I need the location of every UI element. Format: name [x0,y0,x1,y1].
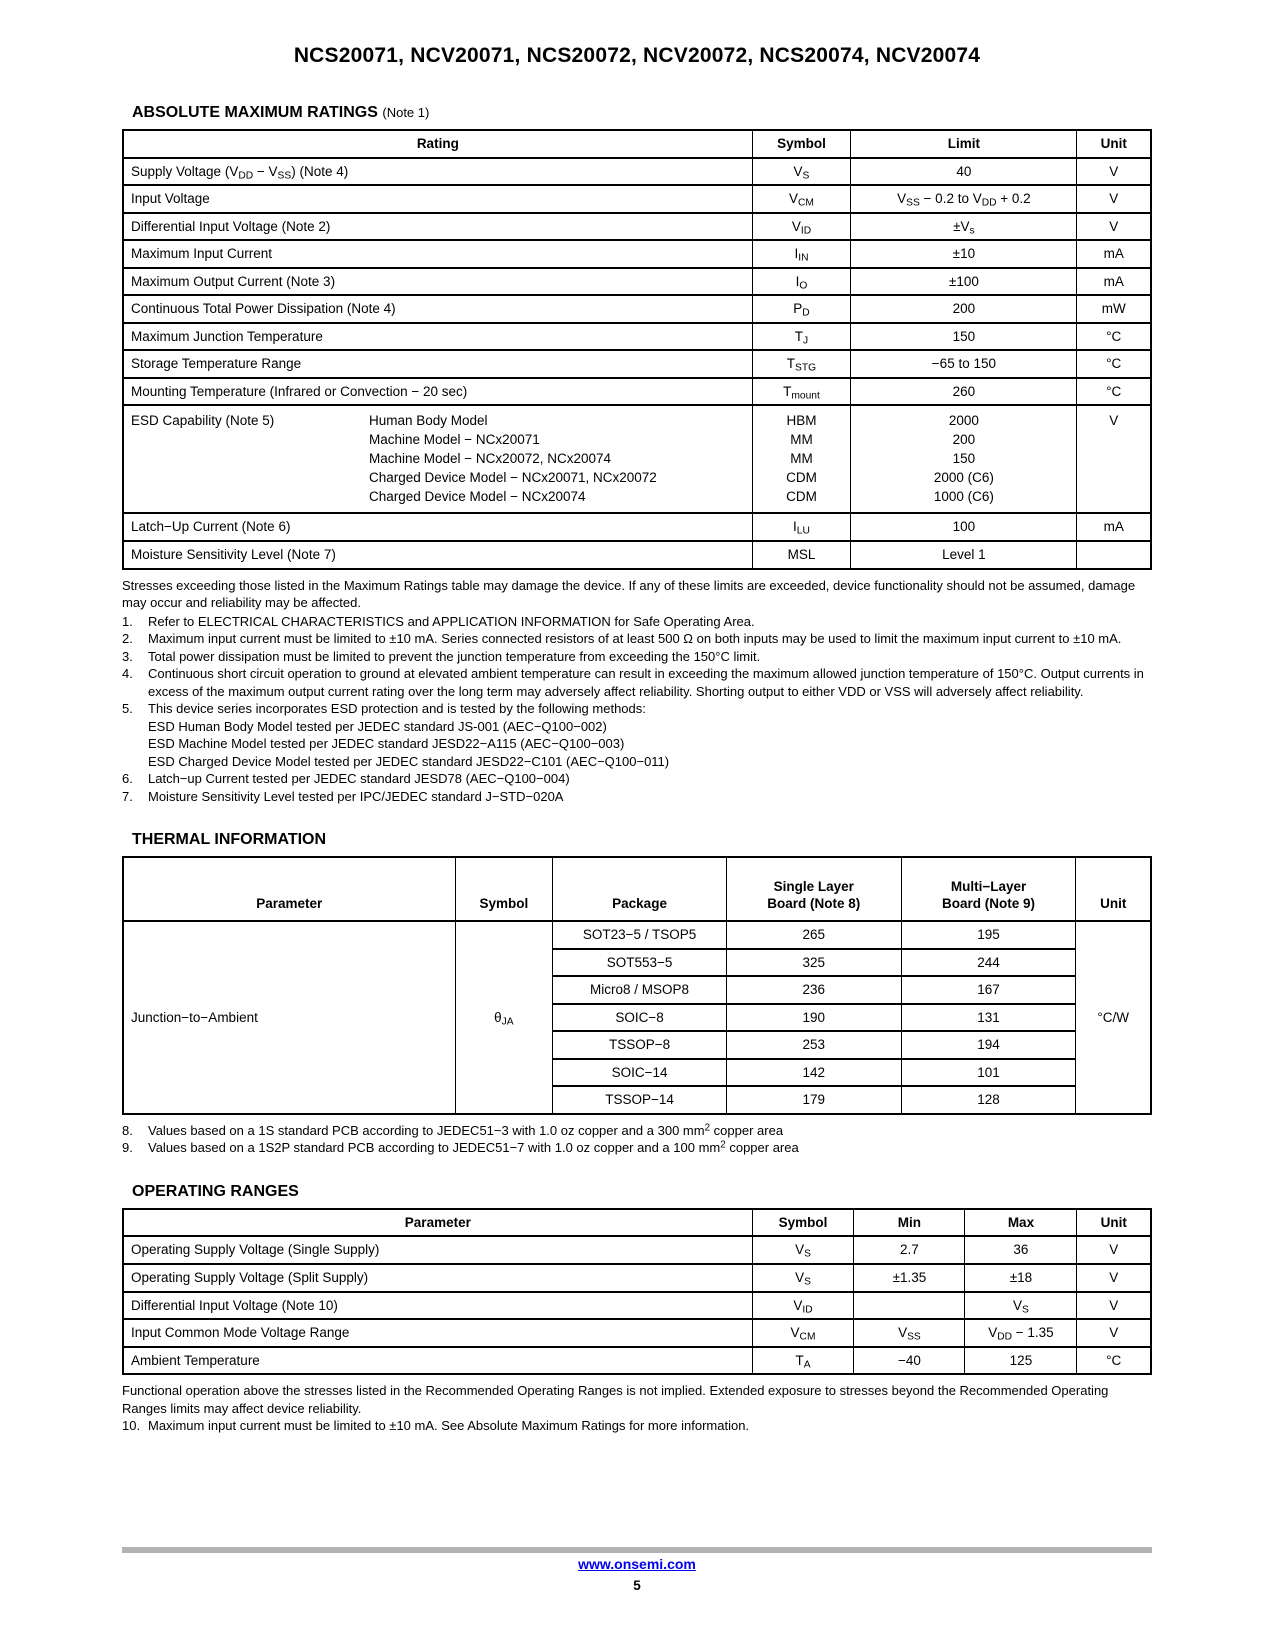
limit-cell: 40 [851,158,1077,186]
single-layer-cell: 179 [726,1086,901,1114]
rating-cell: Maximum Junction Temperature [123,323,752,351]
rating-cell: Input Voltage [123,185,752,213]
limit-cell: ±100 [851,268,1077,296]
column-header-unit: Unit [1076,857,1151,921]
column-header-max: Max [965,1209,1077,1237]
rating-cell: Differential Input Voltage (Note 2) [123,213,752,241]
multi-layer-cell: 244 [901,949,1076,977]
unit-cell: °C [1077,378,1151,406]
table-row [123,158,1151,186]
unit-cell: mA [1077,513,1151,541]
note-1: 1. Refer to ELECTRICAL CHARACTERISTICS and APPLICATION INFORMATION for Safe Operating Area. [122,613,755,629]
multi-layer-cell: 195 [901,921,1076,949]
single-layer-cell: 265 [726,921,901,949]
rating-cell: Mounting Temperature (Infrared or Convection − 20 sec) [123,378,752,406]
column-header-symbol: Symbol [455,857,553,921]
parameter-cell: Junction−to−Ambient [123,921,455,1114]
limit-cell: 260 [851,378,1077,406]
page-content [122,0,1152,1435]
column-header-rating: Rating [123,130,752,158]
multi-layer-cell: 128 [901,1086,1076,1114]
unit-cell: V [1077,405,1151,513]
operating-table [122,1208,1152,1375]
note-5: 5. This device series incorporates ESD protection and is tested by the following methods: ESD Human Body Model tested per JEDEC standard JS-001 (AEC−Q100−002) ESD Machine Model tested per JEDEC standard JESD22−A115 (AEC−Q100−003) ESD Charged Device Model tested per JEDEC standard JESD22−C101 (AEC−Q100−011) [122,701,670,769]
table-row [123,185,1151,213]
max-cell: 36 [965,1236,1077,1264]
column-header-min: Min [854,1209,965,1237]
package-cell: Micro8 / MSOP8 [553,976,727,1004]
footer-divider [122,1547,1152,1553]
table-header-row [123,857,1151,921]
parameter-cell: Operating Supply Voltage (Single Supply) [123,1236,752,1264]
symbol-cell: $V_{CM}$ [752,1319,854,1347]
min-cell: $V_{SS}$ [854,1319,965,1347]
package-cell: SOIC−14 [553,1059,727,1087]
single-layer-cell: 142 [726,1059,901,1087]
multi-layer-cell: 194 [901,1031,1076,1059]
unit-cell: V [1077,1264,1151,1292]
functional-note: Functional operation above the stresses listed in the Recommended Operating Ranges is not implied. Extended exposure to stresses beyond the Recommended Operating Ranges limits may affect device reliability. [122,1383,1109,1416]
abs-max-notes [122,613,1152,806]
table-header-row [123,130,1151,158]
table-row [123,513,1151,541]
limit-cell: 2000 200 150 2000 (C6) 1000 (C6) [851,405,1077,513]
thermal-section-heading [132,831,1152,849]
unit-cell: mW [1077,295,1151,323]
package-cell: SOT553−5 [553,949,727,977]
parameter-cell: Differential Input Voltage (Note 10) [123,1292,752,1320]
symbol-cell: $V_S$ [752,1236,854,1264]
unit-cell: V [1077,1236,1151,1264]
rating-cell: Moisture Sensitivity Level (Note 7) [123,541,752,569]
table-row [123,378,1151,406]
esd-capability-row [123,405,1151,513]
multi-layer-cell: 131 [901,1004,1076,1032]
unit-cell [1077,541,1151,569]
symbol-cell: $V_{CM}$ [752,185,851,213]
column-header-unit: Unit [1077,130,1151,158]
limit-cell: ±10 [851,240,1077,268]
note-6: 6. Latch−up Current tested per JEDEC standard JESD78 (AEC−Q100−004) [122,771,570,787]
column-header-multi-layer: Multi−Layer Board (Note 9) [901,857,1076,921]
table-row [123,1236,1151,1264]
limit-cell: 200 [851,295,1077,323]
package-cell: SOT23−5 / TSOP5 [553,921,727,949]
limit-cell: $\pm V_s$ [851,213,1077,241]
column-header-single-layer: Single Layer Board (Note 8) [726,857,901,921]
abs-max-table [122,129,1152,570]
column-header-parameter: Parameter [123,1209,752,1237]
operating-section-heading [132,1183,1152,1201]
column-header-symbol: Symbol [752,1209,854,1237]
symbol-cell: $V_{ID}$ [752,213,851,241]
rating-cell: Storage Temperature Range [123,350,752,378]
table-row [123,323,1151,351]
column-header-symbol: Symbol [752,130,851,158]
single-layer-cell: 253 [726,1031,901,1059]
unit-cell: V [1077,1292,1151,1320]
table-row [123,1347,1151,1375]
abs-max-heading: ABSOLUTE MAXIMUM RATINGS [132,104,378,121]
symbol-cell: $\theta_{JA}$ [455,921,553,1114]
max-cell: $V_{DD} - 1.35$ [965,1319,1077,1347]
unit-cell: °C [1077,350,1151,378]
min-cell: 2.7 [854,1236,965,1264]
thermal-heading: THERMAL INFORMATION [132,831,327,849]
table-row [123,1292,1151,1320]
unit-cell: °C [1077,1347,1151,1375]
table-header-row [123,1209,1151,1237]
package-cell: TSSOP−8 [553,1031,727,1059]
note-8: 8. Values based on a 1S standard PCB according to JEDEC51−3 with 1.0 oz copper and a 300 $mm^2$ copper area [122,1122,784,1138]
package-cell: TSSOP−14 [553,1086,727,1114]
table-row [123,1319,1151,1347]
column-header-unit: Unit [1077,1209,1151,1237]
footer [122,1556,1152,1574]
limit-cell: 100 [851,513,1077,541]
unit-cell: V [1077,213,1151,241]
stress-note: Stresses exceeding those listed in the Maximum Ratings table may damage the device. If any of these limits are exceeded, device functionality should not be assumed, damage may occur and reliability may be affected. [122,577,1136,611]
table-row [123,240,1151,268]
page-title: NCS20071, NCV20071, NCS20072, NCV20072, NCS20074, NCV20074 [293,44,981,67]
parameter-cell: Ambient Temperature [123,1347,752,1375]
unit-cell: °C [1077,323,1151,351]
max-cell: 125 [965,1347,1077,1375]
onsemi-link[interactable]: www.onsemi.com [578,1556,696,1572]
symbol-cell: $I_{IN}$ [752,240,851,268]
limit-cell: $V_{SS} - 0.2$ to $V_{DD} + 0.2$ [851,185,1077,213]
column-header-parameter: Parameter [123,857,455,921]
parameter-cell: Input Common Mode Voltage Range [123,1319,752,1347]
symbol-cell: $T_A$ [752,1347,854,1375]
symbol-cell: $V_S$ [752,158,851,186]
column-header-limit: Limit [851,130,1077,158]
table-row [123,921,1151,949]
table-row [123,295,1151,323]
note-7: 7. Moisture Sensitivity Level tested per IPC/JEDEC standard J−STD−020A [122,788,564,804]
rating-cell: Supply Voltage $(V_{DD} - V_{SS})$ (Note 4) [123,158,752,186]
single-layer-cell: 236 [726,976,901,1004]
note-9: 9. Values based on a 1S2P standard PCB according to JEDEC51−7 with 1.0 oz copper and a 100 $mm^2$ copper area [122,1139,799,1156]
symbol-cell: $T_{STG}$ [752,350,851,378]
table-row [123,213,1151,241]
note-2: 2. Maximum input current must be limited to ±10 mA. Series connected resistors of at least 500 Ω on both inputs may be used to limit the maximum input current to ±10 mA. [122,631,1122,647]
unit-cell: V [1077,185,1151,213]
unit-cell: V [1077,1319,1151,1347]
symbol-cell: $T_{mount}$ [752,378,851,406]
symbol-cell: $V_S$ [752,1264,854,1292]
min-cell: −40 [854,1347,965,1375]
package-cell: SOIC−8 [553,1004,727,1032]
rating-cell: Maximum Input Current [123,240,752,268]
symbol-cell: $I_O$ [752,268,851,296]
max-cell: $V_S$ [965,1292,1077,1320]
max-cell: ±18 [965,1264,1077,1292]
rating-cell: Latch−Up Current (Note 6) [123,513,752,541]
note-4: 4. Continuous short circuit operation to ground at elevated ambient temperature can result in exceeding the maximum allowed junction temperature of 150°C. Output currents in excess of the maximum output current rating over the long term may adversely affect reliability. Shorting output to either VDD or VSS will adversely affect reliability. [122,666,1144,699]
unit-cell: V [1077,158,1151,186]
operating-heading: OPERATING RANGES [132,1182,299,1200]
limit-cell: 150 [851,323,1077,351]
thermal-notes [122,1122,1152,1157]
page-number: 5 [633,1578,641,1593]
rating-cell: Continuous Total Power Dissipation (Note 4) [123,295,752,323]
rating-cell [123,405,752,513]
esd-label: ESD Capability (Note 5) [131,413,275,429]
single-layer-cell: 325 [726,949,901,977]
table-row [123,1264,1151,1292]
abs-max-heading-note: (Note 1) [382,105,430,120]
limit-cell: −65 to 150 [851,350,1077,378]
thermal-table [122,856,1152,1115]
symbol-cell: MSL [752,541,851,569]
note-10: 10. Maximum input current must be limited to ±10 mA. See Absolute Maximum Ratings for more information. [122,1418,750,1434]
symbol-cell: HBM MM MM CDM CDM [752,405,851,513]
single-layer-cell: 190 [726,1004,901,1032]
multi-layer-cell: 101 [901,1059,1076,1087]
note-3: 3. Total power dissipation must be limited to prevent the junction temperature from exceeding the 150°C limit. [122,648,761,664]
unit-cell: mA [1077,268,1151,296]
table-row [123,541,1151,569]
multi-layer-cell: 167 [901,976,1076,1004]
min-cell: ±1.35 [854,1264,965,1292]
unit-cell: °C/W [1076,921,1151,1114]
column-header-package: Package [553,857,727,921]
esd-models: Human Body Model Machine Model − NCx20071 Machine Model − NCx20072, NCx20074 Charged Device Model − NCx20071, NCx20072 Charged Device Model − NCx20074 [369,413,657,505]
parameter-cell: Operating Supply Voltage (Split Supply) [123,1264,752,1292]
rating-cell: Maximum Output Current (Note 3) [123,268,752,296]
min-cell [854,1292,965,1320]
abs-max-section-heading [132,104,1152,122]
symbol-cell: $T_J$ [752,323,851,351]
table-row [123,268,1151,296]
symbol-cell: $I_{LU}$ [752,513,851,541]
symbol-cell: $P_D$ [752,295,851,323]
symbol-cell: $V_{ID}$ [752,1292,854,1320]
unit-cell: mA [1077,240,1151,268]
table-row [123,350,1151,378]
limit-cell: Level 1 [851,541,1077,569]
